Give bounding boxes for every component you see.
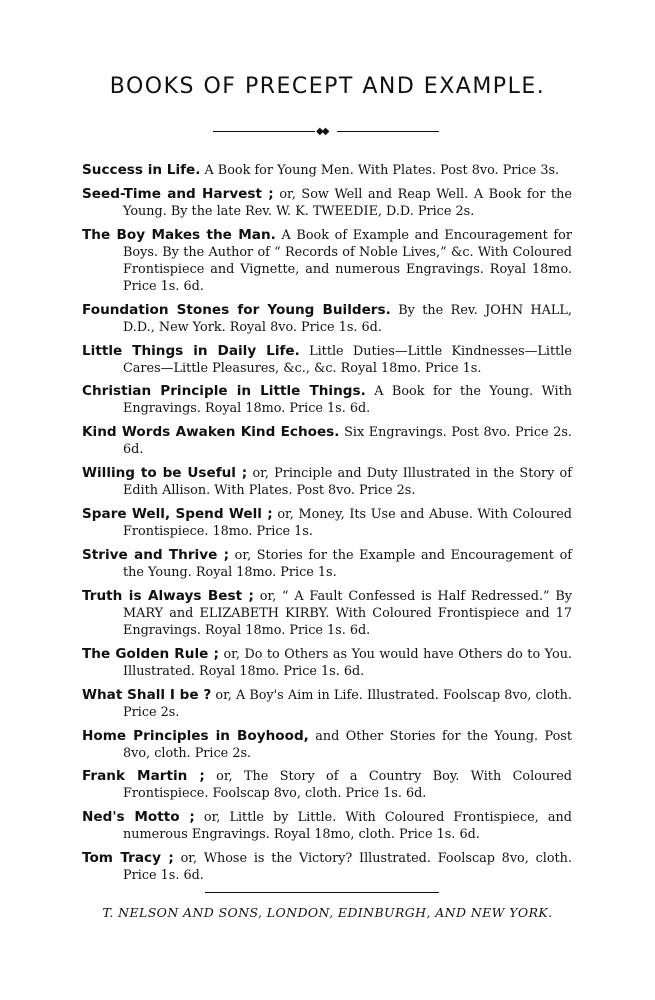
book-description: or, Little by Little. With Coloured Frontispiece, and numerous Engravings. Royal 18mo, cloth. Price 1s. 6d. xyxy=(123,810,572,843)
book-description: or, Whose is the Victory? Illustrated. Foolscap 8vo, cloth. Price 1s. 6d. xyxy=(123,851,572,884)
book-entry xyxy=(82,227,572,295)
book-description: or, Do to Others as You would have Others do to You. Illustrated. Royal 18mo. Price 1s. 6d. xyxy=(123,646,572,679)
book-title: Success in Life. xyxy=(82,162,201,178)
book-description: Six Engravings. Post 8vo. Price 2s. 6d. xyxy=(123,425,572,458)
book-title: Little Things in Daily Life. xyxy=(82,342,300,359)
book-title: The Boy Makes the Man. xyxy=(82,226,276,243)
book-description: or, The Story of a Country Boy. With Coloured Frontispiece. Foolscap 8vo, cloth. Price 1s. 6d. xyxy=(123,769,572,802)
book-title: Spare Well, Spend Well ; xyxy=(82,506,273,523)
book-title: Ned's Motto ; xyxy=(82,809,195,826)
book-entry xyxy=(82,424,572,458)
book-title: Willing to be Useful ; xyxy=(82,465,248,482)
publisher-imprint: T. NELSON AND SONS, LONDON, EDINBURGH, AND NEW YORK. xyxy=(102,905,553,920)
book-description: or, Stories for the Example and Encouragement of the Young. Royal 18mo. Price 1s. xyxy=(123,548,573,581)
book-entry xyxy=(82,768,572,802)
book-description: A Book for the Young. With Engravings. Royal 18mo. Price 1s. 6d. xyxy=(123,384,573,417)
book-title: Strive and Thrive ; xyxy=(82,547,230,564)
book-description: or, “ A Fault Confessed is Half Redressed.” By MARY and ELIZABETH KIRBY. With Coloured Frontispiece and 17 Engravings. Royal 18mo. Price 1s. 6d. xyxy=(123,588,572,638)
book-title: Tom Tracy ; xyxy=(82,850,174,867)
book-entry xyxy=(82,343,572,377)
book-title: Home Principles in Boyhood, xyxy=(82,727,309,744)
book-entry xyxy=(82,506,572,540)
book-description: By the Rev. JOHN HALL, D.D., New York. Royal 8vo. Price 1s. 6d. xyxy=(123,302,572,335)
book-title: Frank Martin ; xyxy=(82,768,205,785)
book-description: or, Sow Well and Reap Well. A Book for the Young. By the late Rev. W. K. TWEEDIE, D.D. Price 2s. xyxy=(123,186,572,219)
book-entry xyxy=(82,588,572,639)
book-description: A Book for Young Men. With Plates. Post 8vo. Price 3s. xyxy=(204,163,560,178)
page-title: BOOKS OF PRECEPT AND EXAMPLE. xyxy=(109,74,546,99)
book-title: Kind Words Awaken Kind Echoes. xyxy=(82,424,340,441)
book-entry xyxy=(82,809,572,843)
title-ornament xyxy=(213,127,439,137)
book-entry xyxy=(82,383,572,417)
book-entry xyxy=(82,302,572,336)
book-description: or, A Boy's Aim in Life. Illustrated. Foolscap 8vo, cloth. Price 2s. xyxy=(123,687,572,720)
book-description: A Book of Example and Encouragement for Boys. By the Author of “ Records of Noble Lives,” &c. With Coloured Frontispiece and Vignette, and numerous Engravings. Royal 18mo. Price 1s. 6d. xyxy=(123,227,572,294)
book-description: Little Duties—Little Kindnesses—Little Cares—Little Pleasures, &c., &c. Royal 18mo. Price 1s. xyxy=(123,343,572,376)
diamond-ornament-icon: ◆◆ xyxy=(316,126,328,137)
book-title: Christian Principle in Little Things. xyxy=(82,383,366,400)
book-entry xyxy=(82,162,572,179)
book-entry xyxy=(82,186,572,220)
book-title: What Shall I be ? xyxy=(82,686,212,703)
book-entry xyxy=(82,646,572,680)
book-entry xyxy=(82,728,572,762)
book-entry xyxy=(82,850,572,884)
ornament-rule-left xyxy=(213,131,315,132)
footer-rule xyxy=(205,892,439,893)
book-description: or, Money, Its Use and Abuse. With Coloured Frontispiece. 18mo. Price 1s. xyxy=(123,507,572,540)
book-title: Truth is Always Best ; xyxy=(82,587,254,604)
book-entry xyxy=(82,687,572,721)
book-title: Foundation Stones for Young Builders. xyxy=(82,301,391,318)
book-description: and Other Stories for the Young. Post 8vo, cloth. Price 2s. xyxy=(123,728,572,761)
ornament-rule-right xyxy=(337,131,439,132)
book-title: The Golden Rule ; xyxy=(82,645,219,662)
book-title: Seed-Time and Harvest ; xyxy=(82,185,274,202)
book-list xyxy=(82,162,572,891)
book-entry xyxy=(82,547,572,581)
book-description: or, Principle and Duty Illustrated in the Story of Edith Allison. With Plates. Post 8vo. Price 2s. xyxy=(123,466,573,499)
book-entry xyxy=(82,465,572,499)
